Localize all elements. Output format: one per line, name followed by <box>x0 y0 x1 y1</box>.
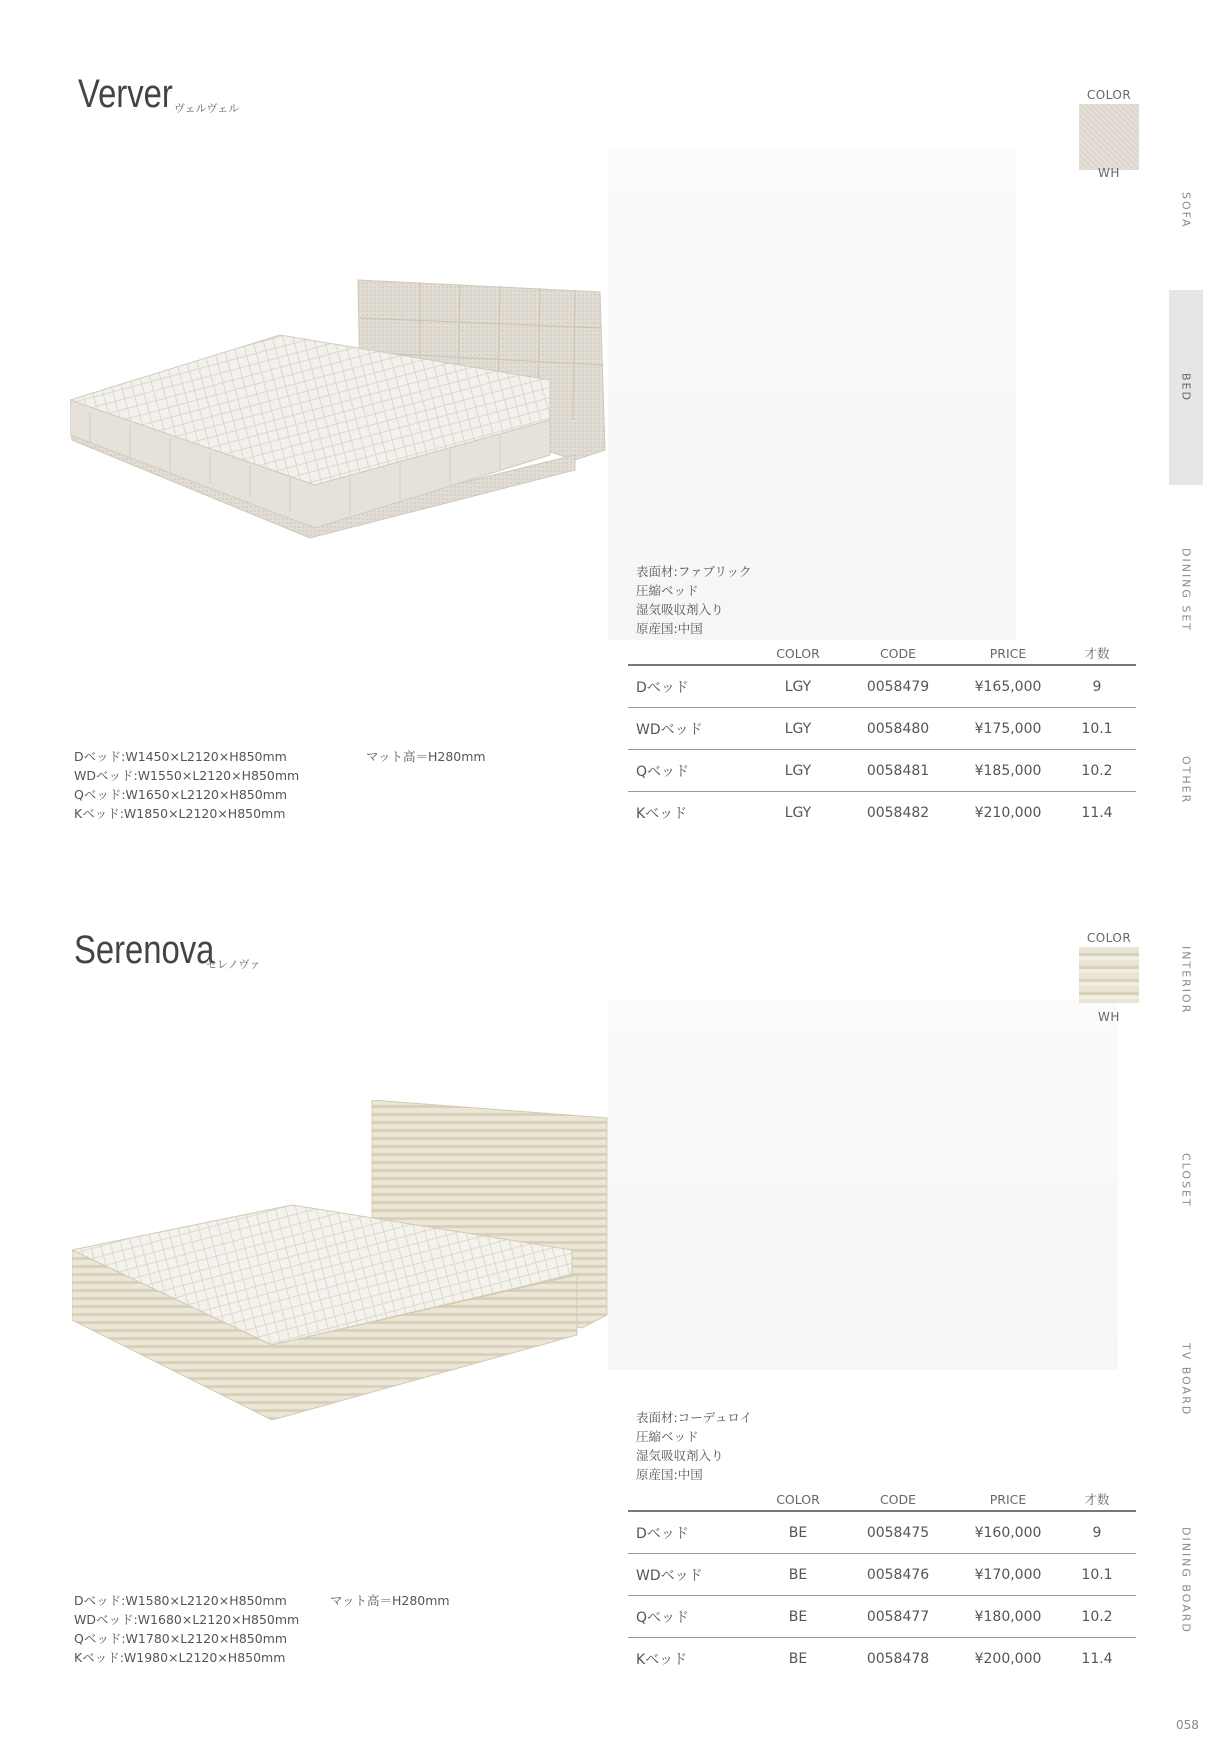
row-color: LGY <box>758 708 838 750</box>
color-swatch-wh <box>1079 104 1139 170</box>
spec-item: 表面材:ファブリック <box>636 564 752 579</box>
row-size: 11.4 <box>1058 792 1136 834</box>
color-label: COLOR <box>1086 88 1132 102</box>
page-number: 058 <box>1176 1718 1199 1732</box>
row-size: 9 <box>1058 1511 1136 1554</box>
dimension-item: Qベッド:W1780×L2120×H850mm <box>74 1631 288 1646</box>
spec-item: 圧縮ベッド <box>636 583 699 598</box>
nav-item-interior[interactable]: INTERIOR <box>1179 945 1193 1015</box>
mattress-height: マット高＝H280mm <box>366 749 486 764</box>
row-price: ¥170,000 <box>958 1554 1058 1596</box>
spec-item: 原産国:中国 <box>636 621 703 636</box>
header-size: 才数 <box>1084 646 1110 661</box>
spec-item: 湿気吸収剤入り <box>636 602 724 617</box>
row-price: ¥175,000 <box>958 708 1058 750</box>
price-table <box>628 1488 1136 1679</box>
row-color: LGY <box>758 665 838 708</box>
row-price: ¥210,000 <box>958 792 1058 834</box>
header-price: PRICE <box>989 1491 1027 1507</box>
row-size: 10.1 <box>1058 1554 1136 1596</box>
nav-item-closet[interactable]: CLOSET <box>1179 1152 1193 1208</box>
table-row <box>628 1554 1136 1596</box>
nav-item-sofa[interactable]: SOFA <box>1179 191 1193 229</box>
table-row <box>628 708 1136 750</box>
room-photo-background <box>608 1000 1118 1370</box>
nav-item-bed[interactable]: BED <box>1169 290 1203 485</box>
nav-item-dining-set[interactable]: DINING SET <box>1179 547 1193 633</box>
table-row <box>628 1596 1136 1638</box>
category-side-nav <box>1169 0 1203 1746</box>
table-header-row <box>628 642 1136 665</box>
dimension-list <box>74 747 299 823</box>
row-name: Dベッド <box>628 1511 758 1554</box>
row-code: 0058478 <box>838 1638 958 1680</box>
row-color: BE <box>758 1596 838 1638</box>
row-size: 9 <box>1058 665 1136 708</box>
row-price: ¥160,000 <box>958 1511 1058 1554</box>
row-color: LGY <box>758 750 838 792</box>
color-code: WH <box>1098 166 1120 180</box>
row-size: 10.2 <box>1058 750 1136 792</box>
spec-list <box>636 562 751 638</box>
header-color: COLOR <box>776 645 820 661</box>
row-code: 0058475 <box>838 1511 958 1554</box>
row-price: ¥165,000 <box>958 665 1058 708</box>
table-row <box>628 1638 1136 1680</box>
row-name: Qベッド <box>628 1596 758 1638</box>
color-label: COLOR <box>1086 931 1132 945</box>
row-size: 11.4 <box>1058 1638 1136 1680</box>
color-code: WH <box>1098 1010 1120 1024</box>
row-code: 0058481 <box>838 750 958 792</box>
nav-item-other[interactable]: OTHER <box>1179 755 1193 805</box>
dimension-item: Kベッド:W1980×L2120×H850mm <box>74 1650 286 1665</box>
row-code: 0058482 <box>838 792 958 834</box>
row-name: WDベッド <box>628 1554 758 1596</box>
header-color: COLOR <box>776 1491 820 1507</box>
row-name: Dベッド <box>628 665 758 708</box>
row-color: BE <box>758 1638 838 1680</box>
mattress-height: マット高＝H280mm <box>330 1593 450 1608</box>
row-size: 10.1 <box>1058 708 1136 750</box>
header-size: 才数 <box>1084 1492 1110 1507</box>
row-code: 0058480 <box>838 708 958 750</box>
header-cell <box>628 642 758 665</box>
dimension-item: Dベッド:W1450×L2120×H850mm <box>74 749 287 764</box>
section-serenova <box>0 900 1180 1680</box>
spec-item: 湿気吸収剤入り <box>636 1448 724 1463</box>
color-swatch-wh <box>1079 947 1139 1003</box>
price-table <box>628 642 1136 833</box>
row-code: 0058479 <box>838 665 958 708</box>
row-color: BE <box>758 1554 838 1596</box>
row-name: Kベッド <box>628 792 758 834</box>
dimension-item: WDベッド:W1680×L2120×H850mm <box>74 1612 300 1627</box>
section-verver <box>0 0 1180 860</box>
table-header-row <box>628 1488 1136 1511</box>
row-price: ¥200,000 <box>958 1638 1058 1680</box>
row-color: BE <box>758 1511 838 1554</box>
spec-item: 表面材:コーデュロイ <box>636 1410 752 1425</box>
product-subtitle: セレノヴァ <box>206 958 261 971</box>
nav-item-dining-board[interactable]: DINING BOARD <box>1179 1526 1193 1634</box>
dimension-item: WDベッド:W1550×L2120×H850mm <box>74 768 300 783</box>
product-title: Serenova <box>74 928 215 972</box>
spec-list <box>636 1408 752 1484</box>
row-price: ¥180,000 <box>958 1596 1058 1638</box>
dimension-item: Qベッド:W1650×L2120×H850mm <box>74 787 288 802</box>
row-code: 0058477 <box>838 1596 958 1638</box>
header-code: CODE <box>879 1491 917 1507</box>
bed-image-serenova <box>72 1100 612 1420</box>
product-subtitle: ヴェルヴェル <box>174 102 240 115</box>
header-cell <box>628 1488 758 1511</box>
table-row <box>628 665 1136 708</box>
dimension-item: Dベッド:W1580×L2120×H850mm <box>74 1593 287 1608</box>
header-code: CODE <box>879 645 917 661</box>
dimension-item: Kベッド:W1850×L2120×H850mm <box>74 806 286 821</box>
row-color: LGY <box>758 792 838 834</box>
spec-item: 圧縮ベッド <box>636 1429 699 1444</box>
row-price: ¥185,000 <box>958 750 1058 792</box>
row-size: 10.2 <box>1058 1596 1136 1638</box>
table-row <box>628 1511 1136 1554</box>
product-title: Verver <box>78 72 173 116</box>
table-row <box>628 750 1136 792</box>
header-price: PRICE <box>989 645 1027 661</box>
row-name: WDベッド <box>628 708 758 750</box>
dimension-list <box>74 1591 299 1667</box>
spec-item: 原産国:中国 <box>636 1467 703 1482</box>
nav-item-tv-board[interactable]: TV BOARD <box>1179 1343 1193 1417</box>
row-name: Qベッド <box>628 750 758 792</box>
row-name: Kベッド <box>628 1638 758 1680</box>
bed-image-verver <box>70 270 610 570</box>
row-code: 0058476 <box>838 1554 958 1596</box>
table-row <box>628 792 1136 834</box>
